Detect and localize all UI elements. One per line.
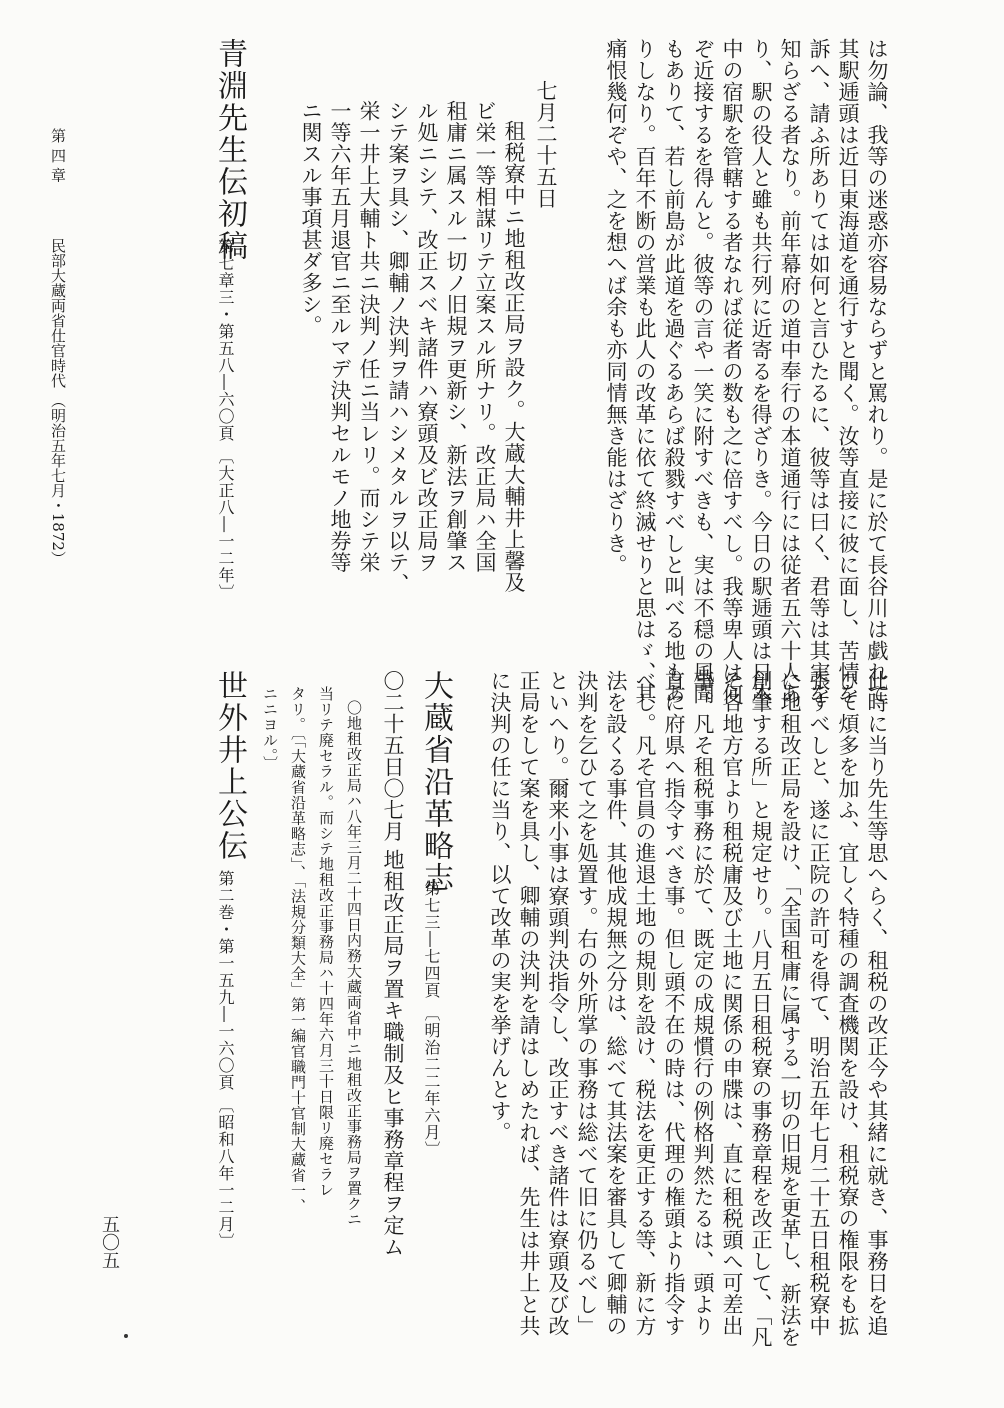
text-line: といへり。爾来小事は寮頭判決指令し、改正すべき諸件は寮頭及び改: [546, 670, 570, 1337]
source-title-2: 世外井上公伝: [212, 670, 247, 862]
text-line: 正局をして案を具し、卿輔の決判を請はしめたれば、先生は井上と共: [517, 670, 541, 1337]
text-line: ぞ近接するを得んと。彼等の言や一笑に附すべきも、実は不穏の風聞: [691, 38, 715, 705]
text-line: に決判の任に当り、以て改革の実を挙げんとす。: [488, 670, 512, 1143]
text-line: 痛恨幾何ぞや、之を想へば余も亦同情無き能はざりき。: [604, 38, 628, 576]
section-header: 民部大蔵両省仕官時代 （明治五年七月・1872）: [49, 238, 67, 566]
text-line: は勿論、我等の迷惑亦容易ならずと罵れり。是に於て長谷川は戯れて: [865, 38, 889, 705]
chapter-header: 第 四 章: [49, 128, 67, 183]
text-line: 租税寮中ニ地租改正局ヲ設ク。大蔵大輔井上馨及: [502, 120, 526, 593]
text-line: 事。凡そ租税事務に於て、既定の成規慣行の例格判然たるは、頭より: [691, 670, 715, 1337]
text-line: ニ関スル事項甚ダ多シ。: [299, 100, 323, 337]
entry-date: 七月二十五日: [534, 80, 558, 209]
text-line: ビ栄一等相謀リテ立案スル所ナリ。改正局ハ全国: [473, 100, 497, 573]
source-reference: 第七章三・第五八―六〇頁 〔大正八―一二年〕: [216, 238, 235, 602]
text-line: 租庸ニ属スル一切ノ旧規ヲ更新シ、新法ヲ創肇ス: [444, 100, 468, 573]
text-line: 直に府県へ指令すべき事。但し頭不在の時は、代理の権頭より指令す: [662, 670, 686, 1337]
text-line: 中の宿駅を管轄する者なれば従者の数も之に倍すべし。我等卑人は何: [720, 38, 744, 705]
source-reference-2: 第二巻・第一五九―一六〇頁 〔昭和八年一二月〕: [216, 870, 235, 1251]
text-line: シテ案ヲ具シ、卿輔ノ決判ヲ請ハシメタルヲ以テ、: [386, 100, 410, 595]
source-title: 青淵先生伝初稿: [212, 38, 247, 262]
text-line: ひて煩多を加ふ、宜しく特種の調査機関を設け、租税寮の権限をも拡: [836, 670, 860, 1337]
text-line: りしなり。百年不断の営業も此人の改革に依て終滅せりと思はゞ、其: [633, 38, 657, 705]
text-line: 法を設くる事件、其他成規無之分は、総べて其法案を審具して卿輔の: [604, 670, 628, 1337]
text-line: ル処ニシテ、改正スベキ諸件ハ寮頭及ビ改正局ヲ: [415, 100, 439, 573]
text-line: 此時に当り先生等思へらく、租税の改正今や其緒に就き、事務日を追: [865, 670, 889, 1337]
note-line: タリ。〔「大蔵省沿革略志」、「法規分類大全」第一編官職門十官制大蔵省一、: [289, 686, 307, 1214]
note-line: 〇地租改正局ハ八年三月二十四日内務大蔵両省中ニ地租改正事務局ヲ置クニ: [345, 700, 363, 1227]
text-line: べし。凡そ官員の進退土地の規則を設け、税法を更正する等、新に方: [633, 670, 657, 1337]
text-line: に地租改正局を設け、「全国租庸に属する一切の旧規を更革し、新法を: [778, 670, 802, 1348]
text-line: そ各地方官より租税庸及び土地に関係の申牒は、直に租税頭へ可差出: [720, 670, 744, 1337]
text-line: もありて、若し前島が此道を過ぐるあらば殺戮すべしと叫べる地もあ: [662, 38, 686, 705]
text-line: 栄一井上大輔ト共ニ決判ノ任ニ当レリ。而シテ栄: [357, 100, 381, 573]
text-line: 一等六年五月退官ニ至ルマデ決判セルモノ地券等: [328, 100, 352, 573]
ink-speck: [124, 1334, 128, 1338]
text-line: 知らざる者なり。前年幕府の道中奉行の本道通行には従者五六十人あ: [778, 38, 802, 705]
page-number: 五〇五: [99, 1215, 120, 1269]
text-line: 張すべしと、遂に正院の許可を得て、明治五年七月二十五日租税寮中: [807, 670, 831, 1337]
text-line: り、駅の役人と雖も共行列に近寄るを得ざりき。今日の駅逓頭は日本: [749, 38, 773, 705]
ministry-entry: 〇二十五日〇七月 地租改正局ヲ置キ職制及ヒ事務章程ヲ定ム: [381, 670, 405, 1258]
text-line: 創肇する所」と規定せり。八月五日租税寮の事務章程を改正して、「凡: [749, 670, 773, 1348]
note-line: ニニヨル。〕: [261, 686, 279, 772]
note-line: 当リテ廃セラル。而シテ地租改正事務局ハ十四年六月三十日限リ廃セラレ: [317, 686, 335, 1198]
ministry-title: 大蔵省沿革略志: [418, 670, 453, 894]
text-line: 其駅逓頭は近日東海道を通行すと聞く。汝等直接に彼に面し、苦情を: [836, 38, 860, 705]
ministry-reference: 第七三―七四頁 〔明治二二年六月〕: [422, 880, 441, 1159]
text-line: 決判を乞ひて之を処置す。右の外所掌の事務は総べて旧に仍るべし」: [575, 670, 599, 1337]
text-line: 訴へ、請ふ所ありては如何と言ひたるに、彼等は曰く、君等は其実を: [807, 38, 831, 705]
